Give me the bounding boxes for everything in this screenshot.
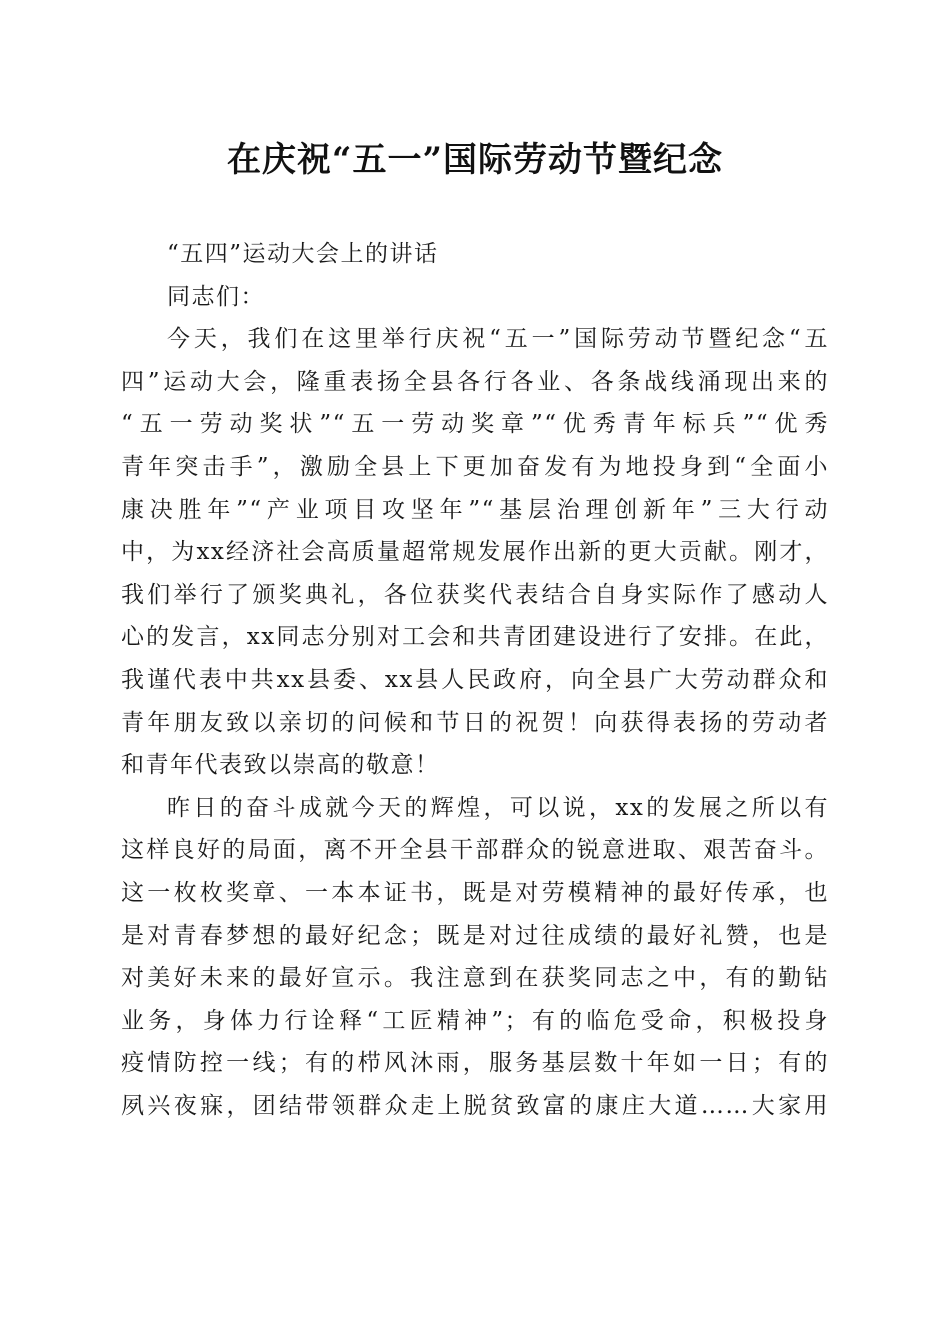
paragraph-2 <box>121 787 829 1128</box>
document-title: 在庆祝“五一”国际劳动节暨纪念 <box>226 140 724 180</box>
paragraph-line: 四”运动大会，隆重表扬全县各行各业、各条战线涌现出来的 <box>121 368 829 395</box>
paragraph-line: 和青年代表致以崇高的敬意！ <box>121 752 440 779</box>
salutation: 同志们： <box>167 283 265 310</box>
paragraph-line: 对美好未来的最好宣示。我注意到在获奖同志之中，有的勤钻 <box>121 965 829 992</box>
paragraph-line: 夙兴夜寐，团结带领群众走上脱贫致富的康庄大道……大家用 <box>121 1092 829 1119</box>
paragraph-line: 心的发言，xx同志分别对工会和共青团建设进行了安排。在此， <box>121 624 829 651</box>
paragraph-1 <box>121 318 829 787</box>
paragraph-line: 是对青春梦想的最好纪念；既是对过往成绩的最好礼赞，也是 <box>121 922 829 949</box>
document-body <box>121 233 829 1127</box>
paragraph-line: 我谨代表中共xx县委、xx县人民政府，向全县广大劳动群众和 <box>121 666 829 693</box>
paragraph-line: 青年突击手”，激励全县上下更加奋发有为地投身到“全面小 <box>121 453 829 480</box>
paragraph-line: 今天，我们在这里举行庆祝“五一”国际劳动节暨纪念“五 <box>167 326 829 353</box>
paragraph-line: 青年朋友致以亲切的问候和节日的祝贺！向获得表扬的劳动者 <box>121 709 829 736</box>
paragraph-line: 中，为xx经济社会高质量超常规发展作出新的更大贡献。刚才， <box>121 539 829 566</box>
paragraph-line: 疫情防控一线；有的栉风沐雨，服务基层数十年如一日；有的 <box>121 1050 829 1077</box>
subtitle-line: “五四”运动大会上的讲话 <box>167 241 439 267</box>
paragraph-line: 康决胜年”“产业项目攻坚年”“基层治理创新年”三大行动 <box>121 496 829 523</box>
paragraph-line: 我们举行了颁奖典礼，各位获奖代表结合自身实际作了感动人 <box>121 581 829 608</box>
paragraph-line: “五一劳动奖状”“五一劳动奖章”“优秀青年标兵”“优秀 <box>121 411 829 438</box>
paragraph-line: 这样良好的局面，离不开全县干部群众的锐意进取、艰苦奋斗。 <box>121 837 829 864</box>
paragraph-line: 业务，身体力行诠释“工匠精神”；有的临危受命，积极投身 <box>121 1007 829 1034</box>
paragraph-line: 昨日的奋斗成就今天的辉煌，可以说，xx的发展之所以有 <box>167 794 829 821</box>
paragraph-line: 这一枚枚奖章、一本本证书，既是对劳模精神的最好传承，也 <box>121 879 829 906</box>
